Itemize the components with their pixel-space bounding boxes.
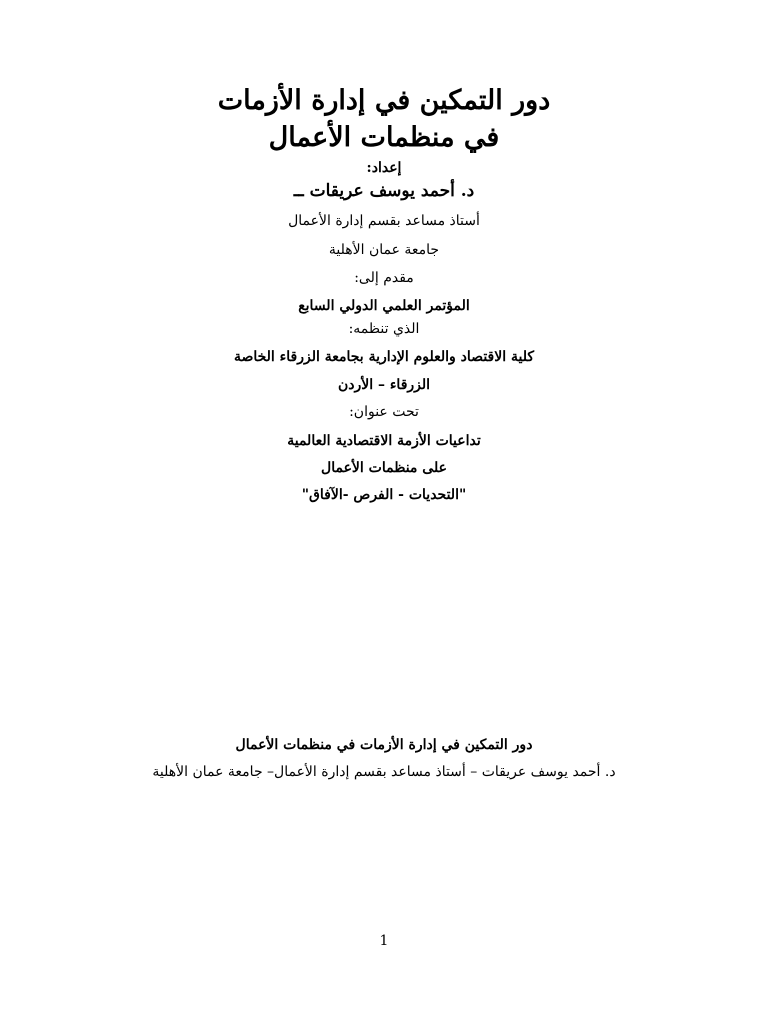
submitted-to-label: مقدم إلى: [354,270,414,286]
theme-label: تحت عنوان: [349,404,419,420]
organizer-faculty: كلية الاقتصاد والعلوم الإدارية بجامعة الزرقاء الخاصة [233,349,535,365]
organizer-location: الزرقاء – الأردن [337,377,431,393]
page-number: 1 [379,933,389,949]
author-university: جامعة عمان الأهلية [328,242,440,258]
running-author: د. أحمد يوسف عريقات – أستاذ مساعد بقسم إدارة الأعمال– جامعة عمان الأهلية [152,764,616,780]
conference-name: المؤتمر العلمي الدولي السابع [298,298,470,314]
author-name: د. أحمد يوسف عريقات ــ [293,181,475,201]
theme-line-2: على منظمات الأعمال [321,460,447,476]
theme-line-1: تداعيات الأزمة الاقتصادية العالمية [287,433,481,449]
author-position: أستاذ مساعد بقسم إدارة الأعمال [288,213,480,229]
organized-by-label: الذي تنظمه: [348,321,420,337]
title-line-1: دور التمكين في إدارة الأزمات [217,85,551,116]
prepared-by-label: إعداد: [366,160,402,176]
theme-line-3: "التحديات - الفرص -الآفاق" [301,487,467,503]
running-title: دور التمكين في إدارة الأزمات في منظمات الأعمال [235,737,533,753]
title-line-2: في منظمات الأعمال [268,122,500,153]
